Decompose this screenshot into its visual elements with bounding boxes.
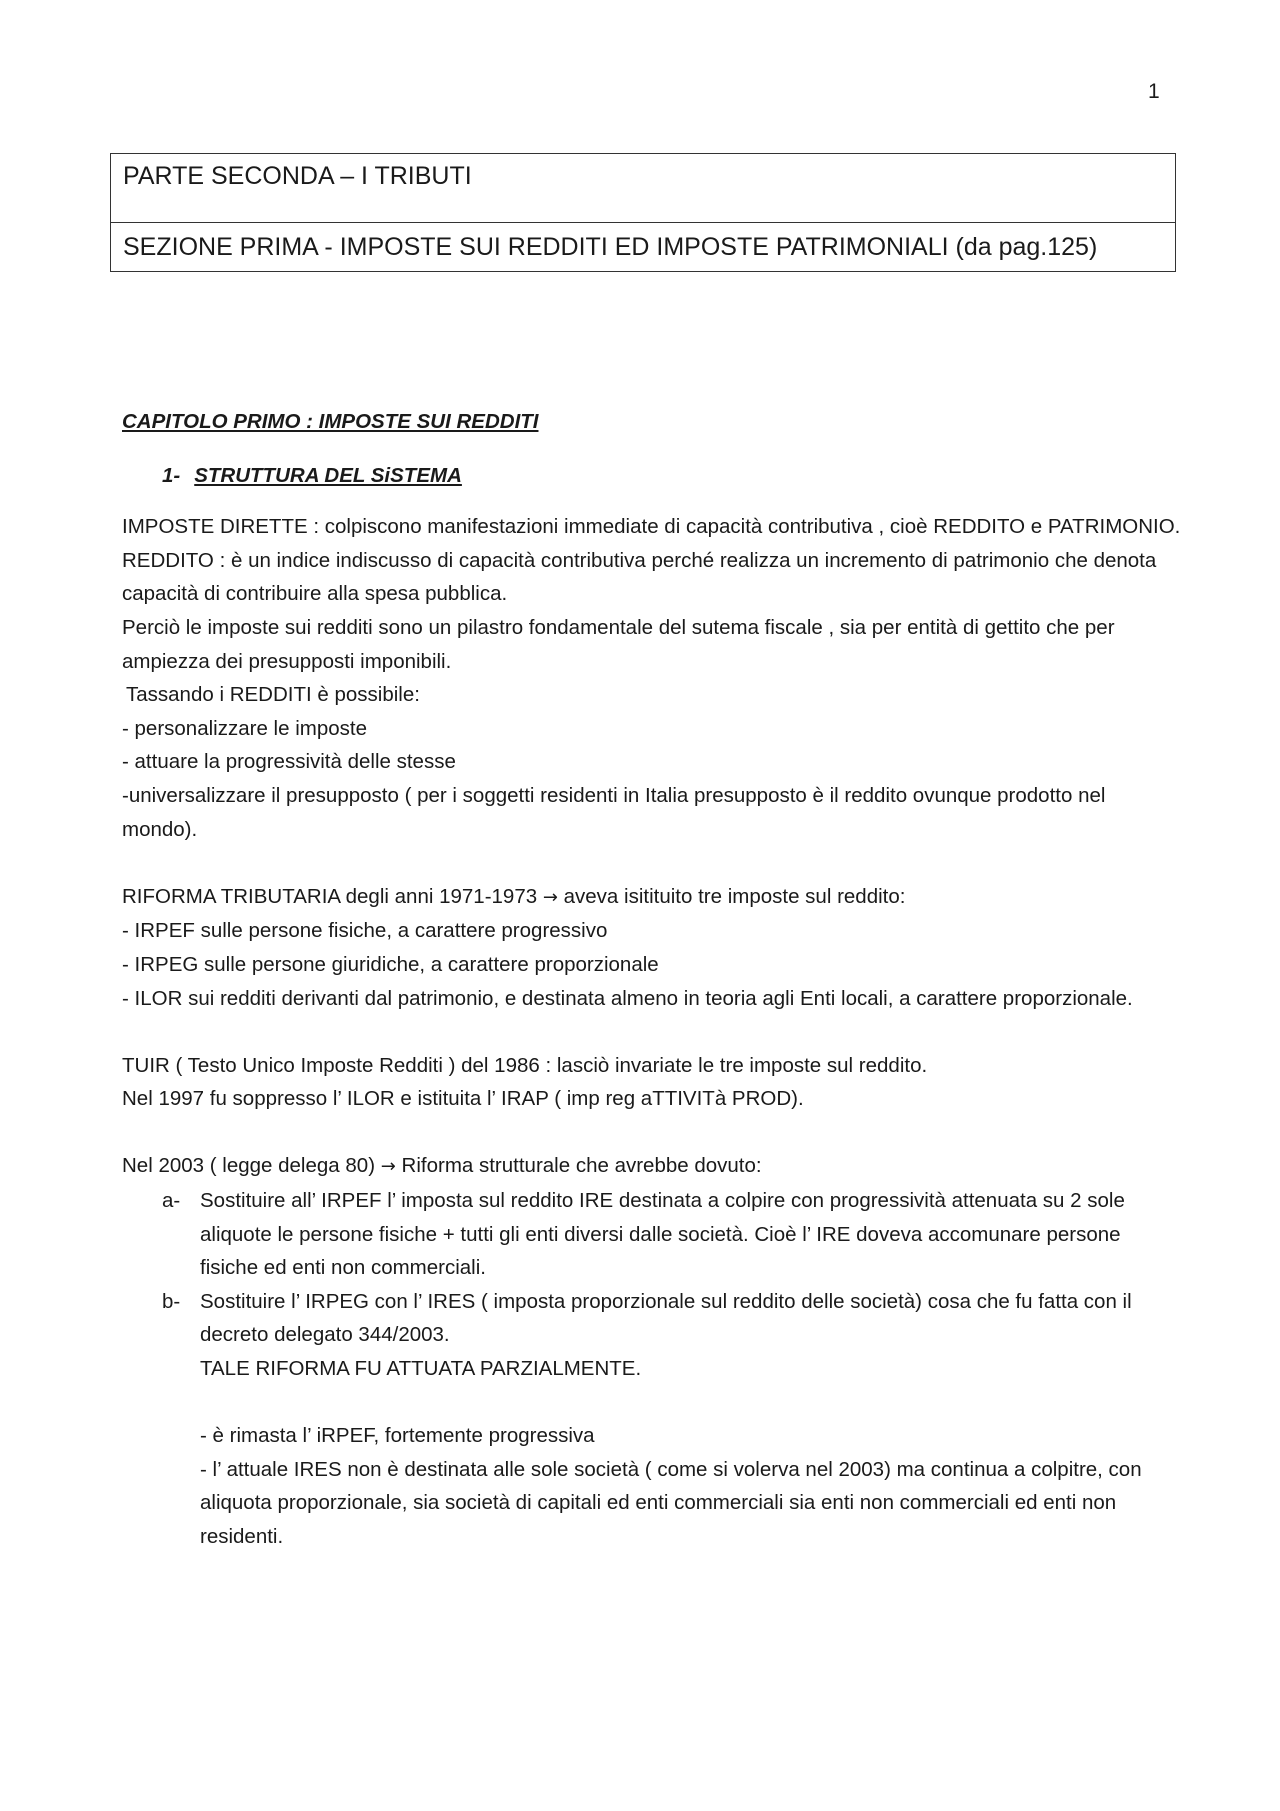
paragraph-1997: Nel 1997 fu soppresso l’ ILOR e istituita l’ IRAP ( imp reg aTTIVITà PROD).: [122, 1087, 804, 1111]
riforma-text-a: RIFORMA TRIBUTARIA degli anni 1971-1973: [122, 884, 538, 908]
sub-line-irpef: - è rimasta l’ iRPEF, fortemente progressiva: [200, 1424, 595, 1448]
riforma-strutturale-text: Riforma strutturale che avrebbe dovuto:: [401, 1154, 762, 1178]
section-number: 1-: [162, 463, 181, 487]
list-item-note: TALE RIFORMA FU ATTUATA PARZIALMENTE.: [200, 1357, 642, 1381]
spacer: [122, 846, 1182, 880]
riforma-text-b: aveva isitituito tre imposte sul reddito:: [563, 884, 906, 908]
list-line-ilor: - ILOR sui redditi derivanti dal patrimonio, e destinata almeno in teoria agli Enti locali, a carattere proporzionale.: [122, 986, 1133, 1010]
spacer: [122, 1116, 1182, 1150]
list-line-attuare: - attuare la progressività delle stesse: [122, 750, 456, 774]
header-part-title: PARTE SECONDA – I TRIBUTI: [111, 154, 1175, 223]
list-item-body: [200, 1285, 1182, 1386]
list-item-text: Sostituire all’ IRPEF l’ imposta sul reddito IRE destinata a colpire con progressività attenuata su 2 sole aliquote le persone fisiche + tutti gli enti diversi dalle società. Cioè l’ IRE doveva accomunare persone fisiche ed enti non commerciali.: [200, 1189, 1125, 1280]
document-body: [122, 405, 1182, 1554]
legge-delega-text: Nel 2003 ( legge delega 80): [122, 1154, 376, 1178]
chapter-title: CAPITOLO PRIMO : IMPOSTE SUI REDDITI: [122, 410, 539, 433]
arrow-right-icon: →: [380, 1156, 396, 1178]
spacer: [122, 1015, 1182, 1049]
paragraph-2003: [122, 1149, 1182, 1184]
list-line-personalizzare: - personalizzare le imposte: [122, 716, 367, 740]
sub-line-ires: - l’ attuale IRES non è destinata alle sole società ( come si volerva nel 2003) ma continua a colpitre, con aliquota proporzionale, sia società di capitali ed enti commerciali sia enti non commerciali ed enti non residenti.: [200, 1457, 1142, 1548]
paragraph-riforma-tributaria: [122, 880, 1182, 915]
header-section-title: SEZIONE PRIMA - IMPOSTE SUI REDDITI ED IMPOSTE PATRIMONIALI (da pag.125): [123, 233, 1098, 261]
header-table: [110, 153, 1176, 272]
paragraph-tuir: TUIR ( Testo Unico Imposte Redditi ) del 1986 : lasciò invariate le tre imposte sul reddito.: [122, 1053, 928, 1077]
paragraph-reddito: REDDITO : è un indice indiscusso di capacità contributiva perché realizza un incremento di patrimonio che denota capacità di contribuire alla spesa pubblica.: [122, 548, 1157, 606]
arrow-right-icon: →: [542, 886, 558, 908]
list-marker: b-: [162, 1289, 181, 1313]
section-title: STRUTTURA DEL SiSTEMA: [194, 463, 462, 487]
page-number: 1: [1148, 80, 1160, 103]
paragraph-tassando: Tassando i REDDITI è possibile:: [126, 683, 420, 707]
spacer: [200, 1386, 1182, 1420]
paragraph-imposte-dirette: IMPOSTE DIRETTE : colpiscono manifestazioni immediate di capacità contributiva , cioè REDDITO e PATRIMONIO.: [122, 515, 1181, 539]
list-item-text: Sostituire l’ IRPEG con l’ IRES ( imposta proporzionale sul reddito delle società) cosa che fu fatta con il decreto delegato 344/2003.: [200, 1289, 1132, 1347]
list-line-universalizzare: -universalizzare il presupposto ( per i soggetti residenti in Italia presupposto è il reddito ovunque prodotto nel mondo).: [122, 783, 1106, 841]
sub-block: [200, 1386, 1182, 1554]
list-line-irpeg: - IRPEG sulle persone giuridiche, a carattere proporzionale: [122, 952, 659, 976]
list-item: [162, 1285, 1182, 1386]
list-line-irpef: - IRPEF sulle persone fisiche, a carattere progressivo: [122, 919, 608, 943]
list-item: [162, 1184, 1182, 1285]
paragraph-perci: Perciò le imposte sui redditi sono un pilastro fondamentale del sutema fiscale , sia per entità di gettito che per ampiezza dei presupposti imponibili.: [122, 615, 1115, 673]
list-marker: a-: [162, 1189, 181, 1213]
section-heading: [162, 459, 1182, 493]
